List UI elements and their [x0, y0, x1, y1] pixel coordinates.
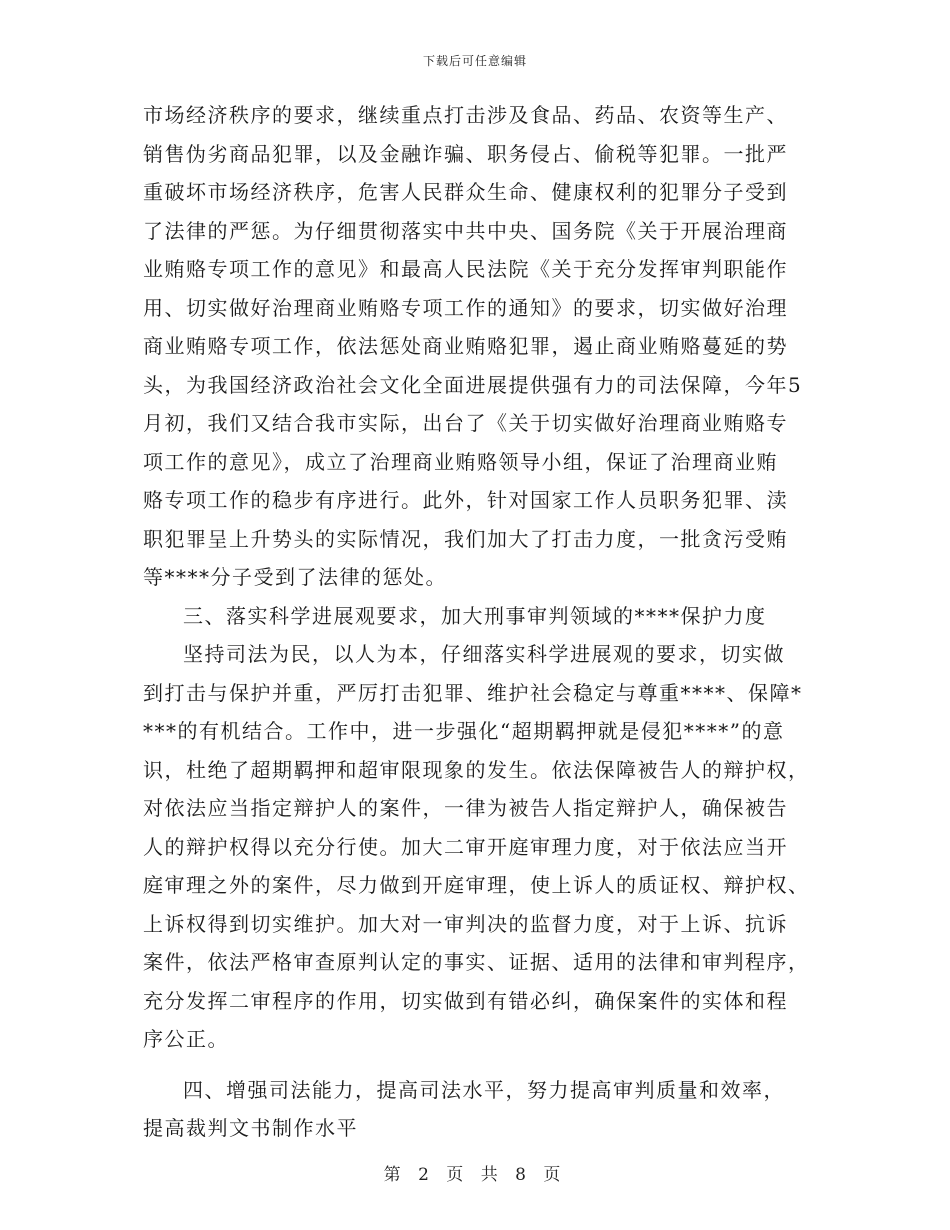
- text-line: 头，为我国经济政治社会文化全面进展提供强有力的司法保障，今年5: [143, 372, 803, 397]
- text-line: 项工作的意见》，成立了治理商业贿赂领导小组，保证了治理商业贿: [143, 449, 778, 474]
- paragraph-justice-for-people: [143, 635, 815, 1059]
- text-line: 等****分子受到了法律的惩处。: [143, 565, 447, 589]
- text-line: 序公正。: [143, 1027, 229, 1051]
- text-line: 到打击与保护并重，严厉打击犯罪、维护社会稳定与尊重****、保障*: [143, 680, 803, 705]
- paragraph-spacer: [143, 1059, 815, 1071]
- page-header-note: 下载后可任意编辑: [422, 54, 527, 68]
- text-line: 重破坏市场经济秩序，危害人民群众生命、健康权利的犯罪分子受到: [143, 180, 788, 204]
- section-heading-4: [143, 1071, 815, 1148]
- text-line: 商业贿赂专项工作，依法惩处商业贿赂犯罪，遏止商业贿赂蔓延的势: [143, 334, 788, 358]
- text-line: 对依法应当指定辩护人的案件，一律为被告人指定辩护人，确保被告: [143, 796, 788, 820]
- paragraph-market-order: [143, 96, 815, 597]
- text-line: ***的有机结合。工作中，进一步强化“超期羁押就是侵犯****”的意: [143, 719, 785, 743]
- text-line: 案件，依法严格审查原判认定的事实、证据、适用的法律和审判程序，: [143, 950, 810, 974]
- heading-line: 提高裁判文书制作水平: [143, 1116, 358, 1140]
- text-line: 充分发挥二审程序的作用，切实做到有错必纠，确保案件的实体和程: [143, 988, 788, 1013]
- text-line: 人的辩护权得以充分行使。加大二审开庭审理力度，对于依法应当开: [143, 834, 788, 859]
- heading-line: 四、增强司法能力，提高司法水平，努力提高审判质量和效率，: [183, 1077, 785, 1102]
- text-line: 销售伪劣商品犯罪，以及金融诈骗、职务侵占、偷税等犯罪。一批严: [143, 141, 788, 166]
- text-line: 赂专项工作的稳步有序进行。此外，针对国家工作人员职务犯罪、渎: [143, 488, 788, 512]
- text-line: 月初，我们又结合我市实际，出台了《关于切实做好治理商业贿赂专: [143, 411, 788, 435]
- text-line: 业贿赂专项工作的意见》和最高人民法院《关于充分发挥审判职能作: [143, 257, 788, 281]
- section-heading-3: 三、落实科学进展观要求，加大刑事审判领域的****保护力度: [183, 603, 767, 628]
- text-line: 职犯罪呈上升势头的实际情况，我们加大了打击力度，一批贪污受贿: [143, 526, 788, 551]
- text-line: 庭审理之外的案件，尽力做到开庭审理，使上诉人的质证权、辩护权、: [143, 873, 810, 897]
- document-body: [143, 96, 815, 1148]
- text-line: 坚持司法为民，以人为本，仔细落实科学进展观的要求，切实做: [183, 642, 785, 666]
- text-line: 上诉权得到切实维护。加大对一审判决的监督力度，对于上诉、抗诉: [143, 911, 788, 936]
- text-line: 识，杜绝了超期羁押和超审限现象的发生。依法保障被告人的辩护权，: [143, 757, 810, 782]
- text-line: 了法律的严惩。为仔细贯彻落实中共中央、国务院《关于开展治理商: [143, 218, 788, 243]
- text-line: 市场经济秩序的要求，继续重点打击涉及食品、药品、农资等生产、: [143, 103, 788, 127]
- text-line: 用、切实做好治理商业贿赂专项工作的通知》的要求，切实做好治理: [143, 295, 788, 320]
- page-number: 第 2 页 共 8 页: [383, 1165, 567, 1185]
